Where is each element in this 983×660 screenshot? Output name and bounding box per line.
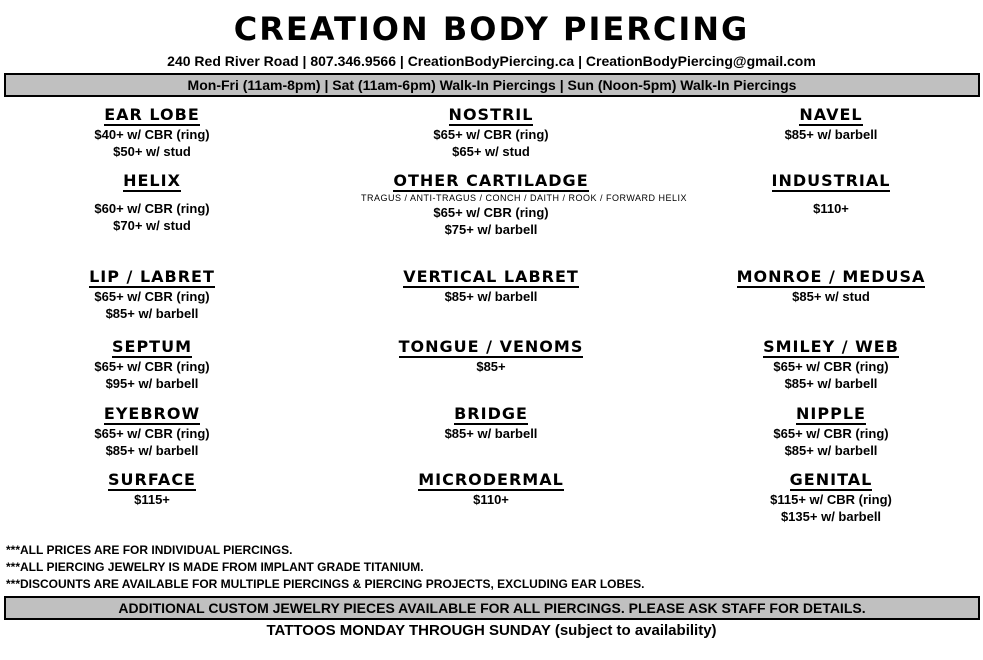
service-name: EYEBROW xyxy=(103,404,201,423)
service-name: NIPPLE xyxy=(796,404,866,423)
service-name: HELIX xyxy=(123,171,181,190)
service-block xyxy=(22,471,282,508)
service-block xyxy=(22,106,282,160)
service-price: $85+ w/ stud xyxy=(792,289,870,304)
notes-section xyxy=(6,542,645,593)
service-name: NOSTRIL xyxy=(448,105,534,124)
service-price: $65+ w/ CBR (ring) xyxy=(94,289,210,304)
service-name: OTHER CARTILADGE xyxy=(393,171,589,190)
service-name: INDUSTRIAL xyxy=(771,171,891,190)
service-price: $65+ w/ CBR (ring) xyxy=(433,127,549,142)
service-price: $70+ w/ stud xyxy=(113,218,191,233)
service-price: $110+ xyxy=(813,201,849,216)
page-title: CREATION BODY PIERCING xyxy=(233,10,750,48)
service-name: VERTICAL LABRET xyxy=(403,267,579,286)
service-block xyxy=(361,405,621,442)
service-name: SEPTUM xyxy=(111,337,192,356)
contact-line: 240 Red River Road | 807.346.9566 | CreationBodyPiercing.ca | CreationBodyPiercing@gmail.com xyxy=(167,53,816,69)
service-price: $115+ xyxy=(134,492,170,507)
service-price: $65+ w/ CBR (ring) xyxy=(94,359,210,374)
service-price: $85+ w/ barbell xyxy=(784,376,878,391)
service-block xyxy=(361,471,621,508)
service-price: $85+ w/ barbell xyxy=(784,127,878,142)
service-price: $115+ w/ CBR (ring) xyxy=(770,492,892,507)
service-price: $65+ w/ stud xyxy=(452,144,530,159)
service-name: BRIDGE xyxy=(454,404,528,423)
tattoos-line: TATTOOS MONDAY THROUGH SUNDAY (subject to availability) xyxy=(266,622,717,639)
service-name: LIP / LABRET xyxy=(89,267,215,286)
service-subtitle: TRAGUS / ANTI-TRAGUS / CONCH / DAITH / ROOK / FORWARD HELIX xyxy=(361,193,688,203)
service-price: $65+ w/ CBR (ring) xyxy=(94,426,210,441)
service-block xyxy=(361,338,621,375)
note-line: ***DISCOUNTS ARE AVAILABLE FOR MULTIPLE PIERCINGS & PIERCING PROJECTS, EXCLUDING EAR LOBES. xyxy=(6,577,645,591)
service-block xyxy=(22,338,282,392)
service-price: $40+ w/ CBR (ring) xyxy=(94,127,210,142)
service-price: $50+ w/ stud xyxy=(113,144,191,159)
service-name: GENITAL xyxy=(789,470,873,489)
service-price: $95+ w/ barbell xyxy=(105,376,199,391)
service-price: $65+ w/ CBR (ring) xyxy=(773,359,889,374)
service-name: NAVEL xyxy=(799,105,863,124)
service-name: EAR LOBE xyxy=(104,105,200,124)
service-price: $85+ w/ barbell xyxy=(105,443,199,458)
service-price: $85+ w/ barbell xyxy=(105,306,199,321)
service-block xyxy=(701,338,961,392)
service-block xyxy=(701,405,961,459)
service-price: $65+ w/ CBR (ring) xyxy=(773,426,889,441)
service-block xyxy=(701,172,961,217)
service-block xyxy=(361,171,688,238)
custom-jewelry-banner: ADDITIONAL CUSTOM JEWELRY PIECES AVAILABLE FOR ALL PIERCINGS. PLEASE ASK STAFF FOR DETAILS. xyxy=(4,596,980,620)
service-price: $135+ w/ barbell xyxy=(780,509,882,524)
service-name: MICRODERMAL xyxy=(418,470,564,489)
service-name: SURFACE xyxy=(108,470,196,489)
service-block xyxy=(361,106,621,160)
service-price: $75+ w/ barbell xyxy=(444,222,538,237)
hours-banner: Mon-Fri (11am-8pm) | Sat (11am-6pm) Walk-In Piercings | Sun (Noon-5pm) Walk-In Piercings xyxy=(4,73,980,97)
service-price: $110+ xyxy=(473,492,509,507)
service-name: SMILEY / WEB xyxy=(763,337,899,356)
service-block xyxy=(22,172,282,234)
service-price: $85+ w/ barbell xyxy=(784,443,878,458)
service-price: $85+ xyxy=(476,359,506,374)
service-block xyxy=(701,106,961,143)
service-block xyxy=(701,471,961,525)
service-block xyxy=(361,268,621,305)
service-block xyxy=(22,268,282,322)
service-block xyxy=(701,268,961,305)
service-price: $65+ w/ CBR (ring) xyxy=(433,205,549,220)
service-name: TONGUE / VENOMS xyxy=(398,337,584,356)
note-line: ***ALL PIERCING JEWELRY IS MADE FROM IMPLANT GRADE TITANIUM. xyxy=(6,560,424,574)
service-price: $85+ w/ barbell xyxy=(444,426,538,441)
service-price: $85+ w/ barbell xyxy=(444,289,538,304)
service-name: MONROE / MEDUSA xyxy=(736,267,926,286)
service-price: $60+ w/ CBR (ring) xyxy=(94,201,210,216)
service-block xyxy=(22,405,282,459)
note-line: ***ALL PRICES ARE FOR INDIVIDUAL PIERCINGS. xyxy=(6,543,293,557)
